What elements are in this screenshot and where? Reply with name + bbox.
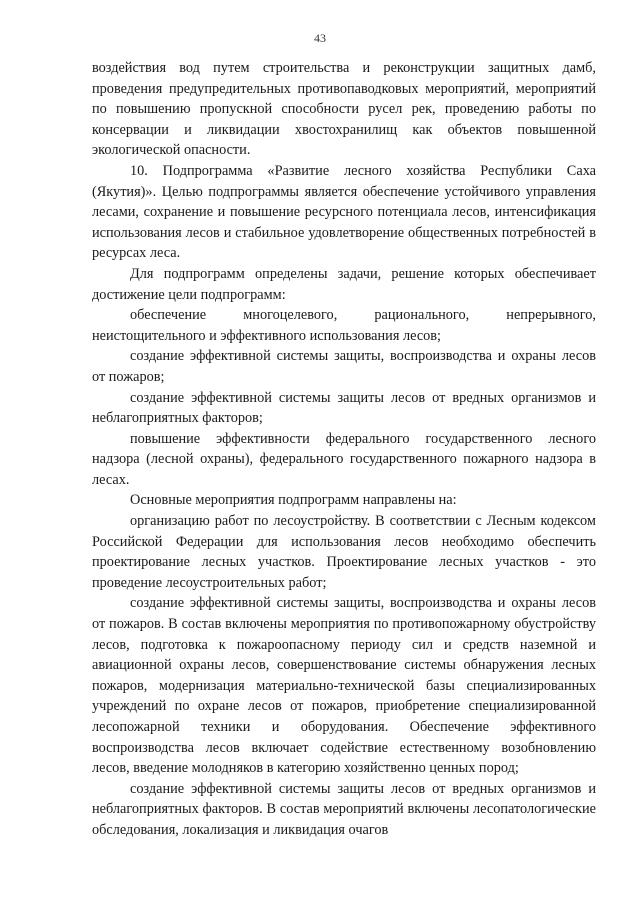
paragraph-7: повышение эффективности федерального государственного лесного надзора (лесной охраны), федерального государственного пожарного надзора в лесах. — [92, 430, 596, 488]
paragraph-6: создание эффективной системы защиты лесов от вредных организмов и неблагоприятных факторов; — [92, 389, 596, 427]
paragraph-2: 10. Подпрограмма «Развитие лесного хозяйства Республики Саха (Якутия)». Целью подпрограммы является обеспечение устойчивого управления лесами, сохранение и повышение ресурсного потенциала лесов, интенсификация использования лесов и стабильное удовлетворение общественных потребностей в ресурсах леса. — [92, 162, 596, 262]
paragraph-5: создание эффективной системы защиты, воспроизводства и охраны лесов от пожаров; — [92, 348, 596, 385]
document-body — [92, 58, 596, 841]
paragraph-4: обеспечение многоцелевого, рационального, непрерывного, неистощительного и эффективного использования лесов; — [92, 307, 596, 344]
paragraph-9: организацию работ по лесоустройству. В соответствии с Лесным кодексом Российской Федерации для использования лесов необходимо обеспечить проектирование лесных участков. Проектирование лесных участков - это проведение лесоустроительных работ; — [92, 513, 596, 591]
paragraph-8: Основные мероприятия подпрограмм направлены на: — [130, 492, 457, 509]
paragraph-1: воздействия вод путем строительства и реконструкции защитных дамб, проведения предупредительных противопаводковых мероприятий, мероприятий по повышению пропускной способности русел рек, проведению работы по консервации и ликвидации хвостохранилищ как объектов повышенной экологической опасности. — [92, 60, 596, 159]
paragraph-3: Для подпрограмм определены задачи, решение которых обеспечивает достижение цели подпрограмм: — [92, 265, 596, 303]
page-number: 43 — [314, 31, 326, 45]
paragraph-10: создание эффективной системы защиты, воспроизводства и охраны лесов от пожаров. В состав включены мероприятия по противопожарному обустройству лесов, подготовка к пожароопасному периоду сил и средств наземной и авиационной охраны лесов, совершенствование системы обнаружения лесных пожаров, модернизация материально-технической базы специализированных учреждений по охране лесов от пожаров, приобретение специализированной лесопожарной техники и оборудования. Обеспечение эффективного воспроизводства лесов включает содействие естественному возобновлению лесов, введение молодняков в категорию хозяйственно ценных пород; — [92, 595, 596, 777]
paragraph-11: создание эффективной системы защиты лесов от вредных организмов и неблагоприятных факторов. В состав мероприятий включены лесопатологические обследования, локализация и ликвидация очагов — [92, 780, 596, 838]
